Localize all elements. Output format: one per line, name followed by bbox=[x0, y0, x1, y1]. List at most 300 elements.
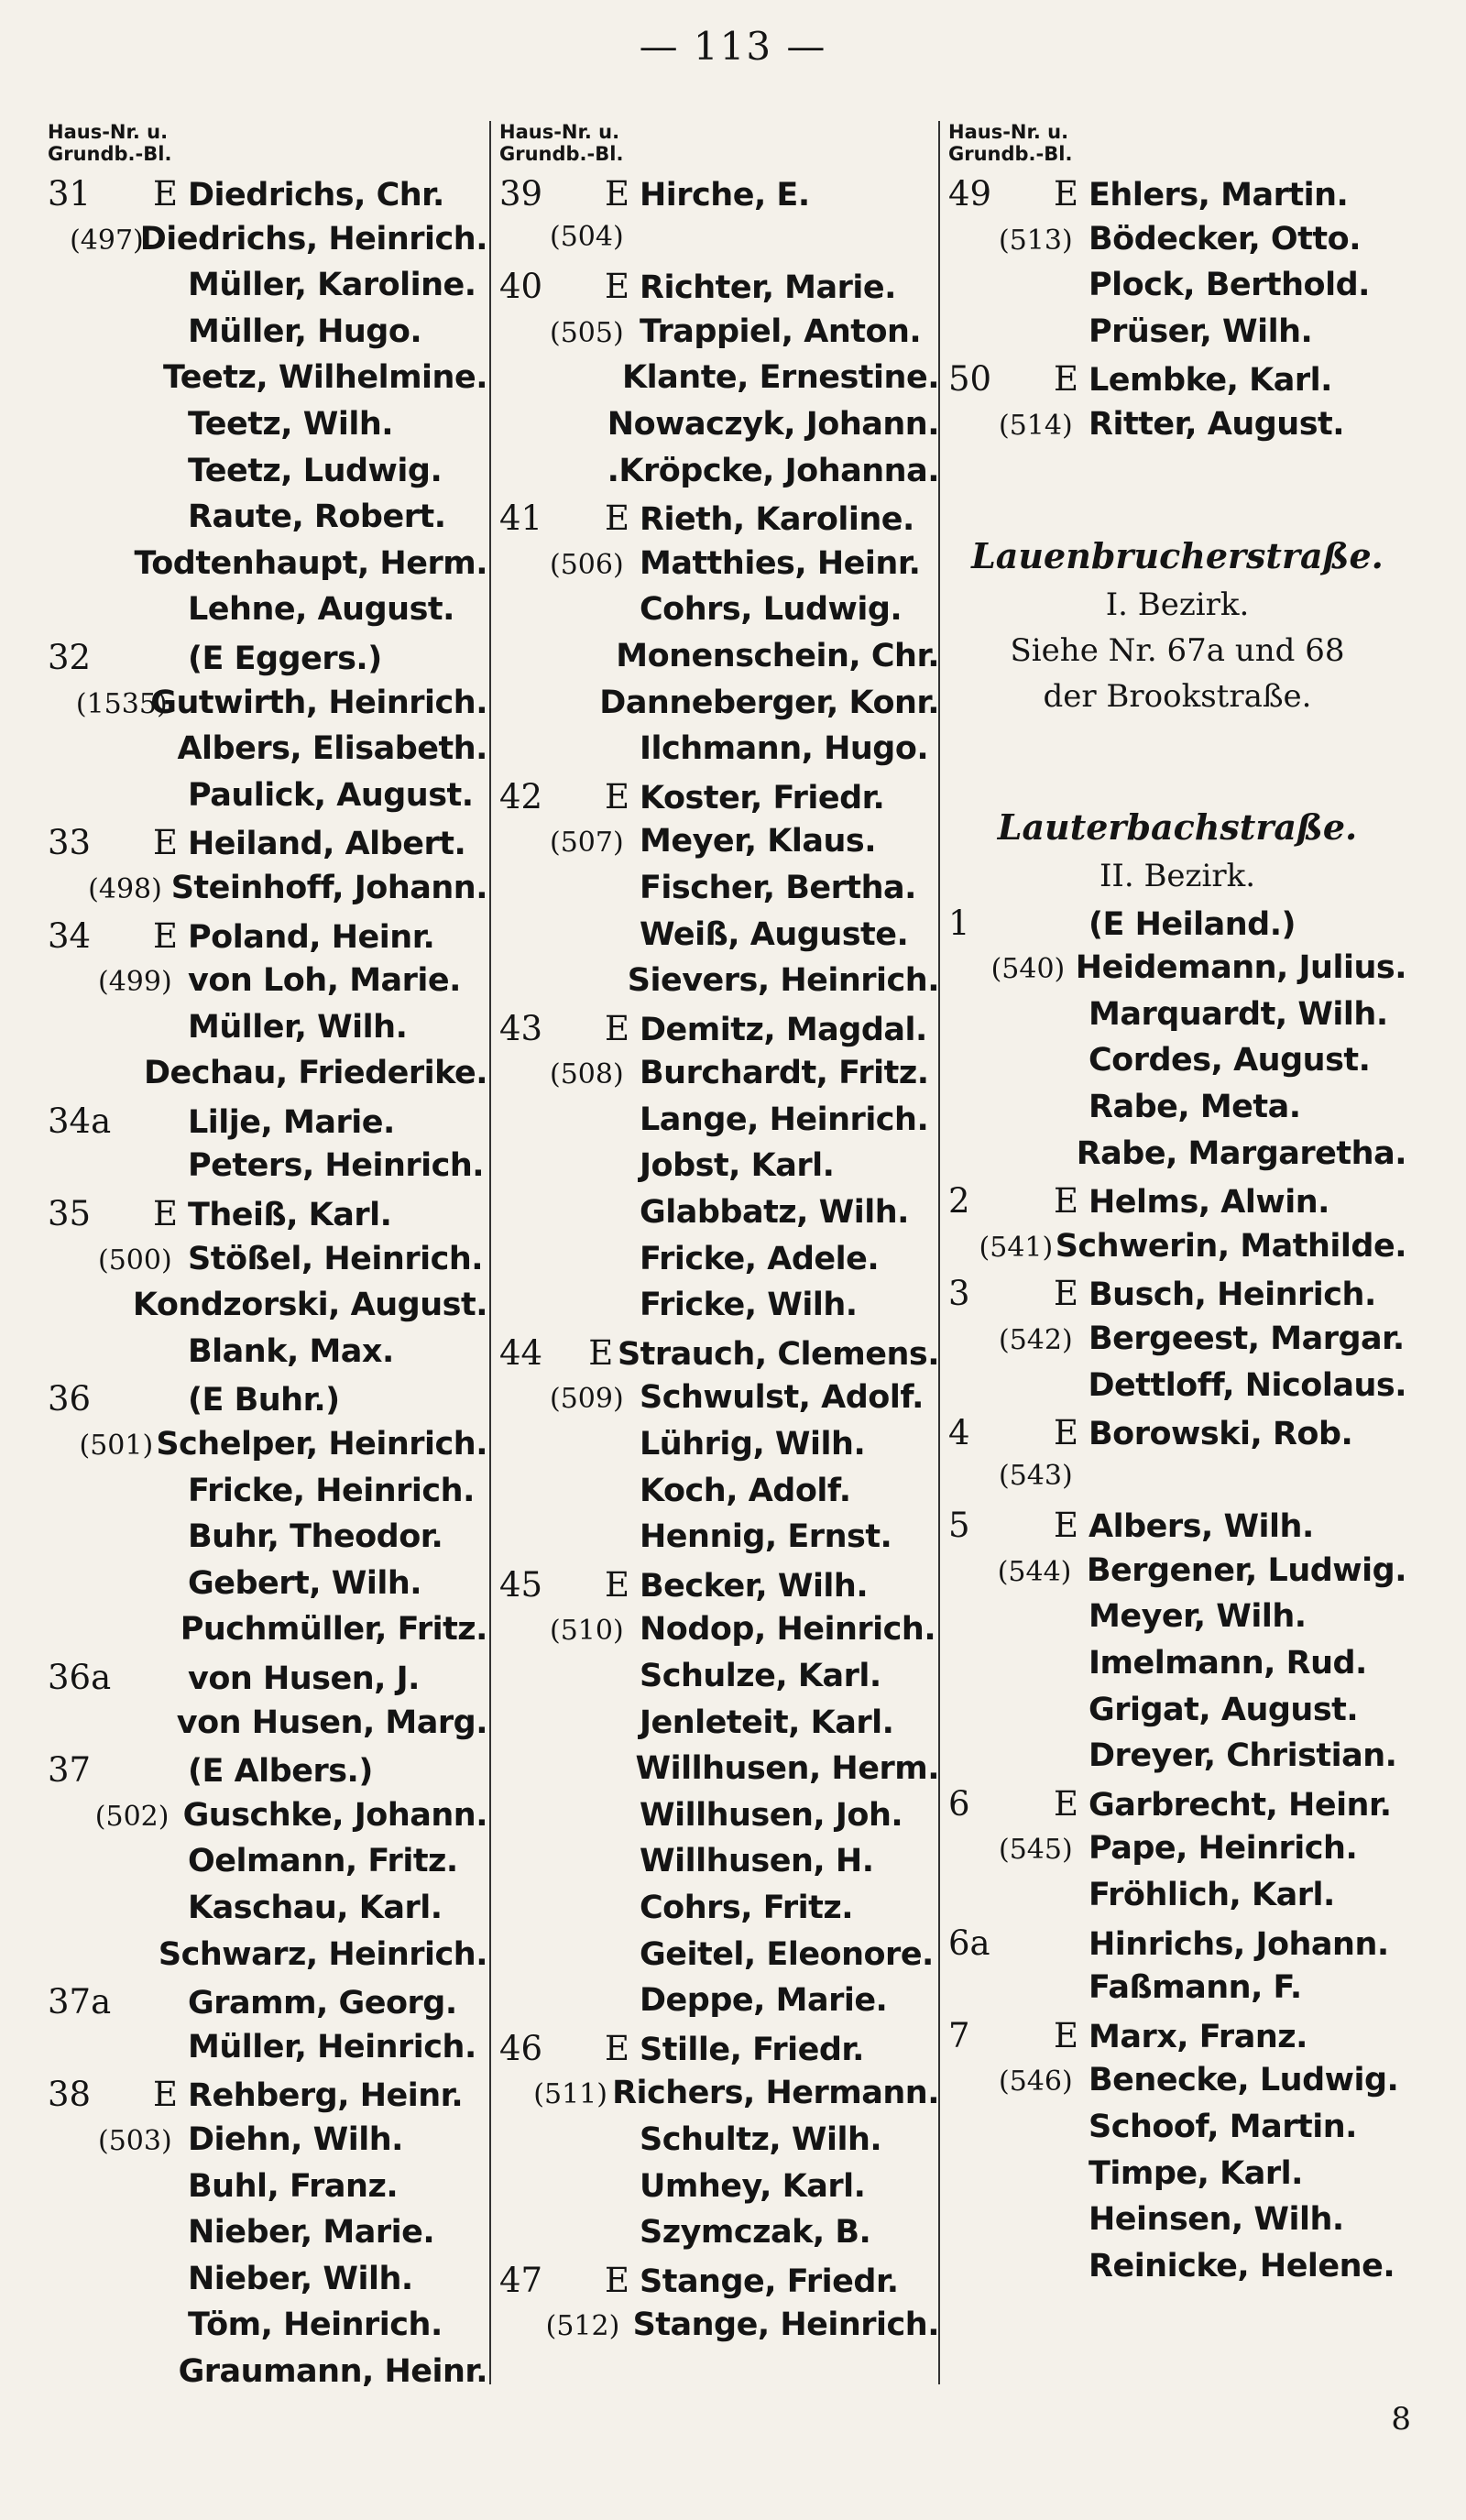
entry-list bbox=[499, 174, 939, 2353]
owner-mark: E bbox=[1054, 1783, 1079, 1824]
cross-reference-note: Siehe Nr. 67a und 68 bbox=[1010, 631, 1345, 669]
resident-name: Stille, Friedr. bbox=[640, 2031, 864, 2068]
resident-name: Kaschau, Karl. bbox=[188, 1889, 443, 1926]
register-number: (499) bbox=[98, 966, 172, 999]
resident-name: Nodop, Heinrich. bbox=[640, 1611, 936, 1649]
directory-entry bbox=[48, 685, 487, 731]
directory-entry bbox=[48, 1009, 487, 1056]
directory-entry bbox=[499, 870, 939, 916]
directory-entry bbox=[48, 221, 487, 268]
directory-entry bbox=[948, 1228, 1406, 1275]
directory-entry bbox=[48, 1473, 487, 1519]
resident-name: von Husen, J. bbox=[188, 1660, 420, 1697]
resident-name: Trappiel, Anton. bbox=[640, 312, 922, 350]
directory-entry bbox=[499, 2075, 939, 2121]
directory-entry bbox=[48, 2075, 487, 2121]
resident-name: Albers, Elisabeth. bbox=[177, 730, 487, 768]
directory-entry bbox=[499, 2306, 939, 2353]
owner-mark: E bbox=[1054, 174, 1079, 214]
resident-name: Schwulst, Adolf. bbox=[640, 1379, 924, 1417]
page-number: — 113 — bbox=[639, 24, 827, 69]
directory-entry bbox=[499, 591, 939, 638]
owner-mark: E bbox=[153, 2075, 179, 2115]
house-number: 45 bbox=[499, 1564, 543, 1605]
register-number: (510) bbox=[550, 1615, 624, 1648]
resident-name: Schwerin, Mathilde. bbox=[1055, 1227, 1406, 1265]
directory-entry bbox=[48, 1936, 487, 1983]
resident-name: Teetz, Ludwig. bbox=[188, 452, 443, 489]
directory-entry bbox=[48, 267, 487, 313]
resident-name: Bergeest, Margar. bbox=[1089, 1320, 1405, 1357]
resident-name: Schwarz, Heinrich. bbox=[158, 1935, 487, 1973]
resident-name: Meyer, Wilh. bbox=[1089, 1598, 1307, 1636]
resident-name: Willhusen, Herm. bbox=[635, 1750, 939, 1788]
owner-mark: E bbox=[588, 1332, 614, 1373]
directory-entry bbox=[48, 2121, 487, 2168]
directory-entry bbox=[499, 1936, 939, 1983]
resident-name: Cohrs, Fritz. bbox=[640, 1889, 854, 1926]
directory-entry bbox=[499, 823, 939, 870]
directory-entry bbox=[948, 2248, 1406, 2295]
directory-entry bbox=[48, 1750, 487, 1797]
house-number: 41 bbox=[499, 499, 543, 539]
directory-entry bbox=[499, 545, 939, 592]
entry-list bbox=[48, 174, 487, 2400]
resident-name: Danneberger, Konr. bbox=[599, 684, 939, 721]
resident-name: Buhr, Theodor. bbox=[188, 1518, 443, 1556]
directory-entry bbox=[948, 1367, 1406, 1414]
directory-entry bbox=[48, 823, 487, 870]
resident-name: Bergener, Ludwig. bbox=[1086, 1551, 1406, 1589]
resident-name: Müller, Wilh. bbox=[188, 1008, 408, 1046]
directory-entry bbox=[48, 453, 487, 499]
house-number: 6a bbox=[948, 1923, 990, 1963]
house-number: 47 bbox=[499, 2260, 543, 2300]
directory-entry bbox=[948, 221, 1406, 268]
resident-name: Fricke, Adele. bbox=[640, 1240, 880, 1277]
column-header bbox=[48, 121, 487, 174]
resident-name: Jenleteit, Karl. bbox=[640, 1704, 894, 1741]
directory-entry bbox=[499, 777, 939, 824]
section-spacer bbox=[948, 724, 1406, 806]
resident-name: Teetz, Wilhelmine. bbox=[163, 359, 487, 397]
directory-entry bbox=[499, 313, 939, 360]
directory-entry bbox=[948, 1089, 1406, 1135]
directory-entry bbox=[948, 1460, 1406, 1507]
resident-name: Hirche, E. bbox=[640, 177, 810, 214]
resident-name: Becker, Wilh. bbox=[640, 1567, 869, 1605]
register-number: (502) bbox=[94, 1800, 170, 1833]
directory-entry bbox=[499, 453, 939, 499]
directory-entry bbox=[499, 1704, 939, 1751]
resident-name: Lilje, Marie. bbox=[188, 1103, 395, 1141]
house-number: 3 bbox=[948, 1274, 970, 1314]
directory-entry bbox=[48, 174, 487, 221]
directory-entry bbox=[48, 2029, 487, 2076]
printer-signature-mark: 8 bbox=[1391, 2401, 1411, 2438]
directory-entry bbox=[499, 1518, 939, 1565]
resident-name: Todtenhaupt, Herm. bbox=[134, 544, 487, 582]
directory-entry bbox=[48, 638, 487, 685]
resident-name: Fricke, Heinrich. bbox=[188, 1472, 475, 1509]
directory-entry bbox=[48, 1565, 487, 1612]
resident-name: Borowski, Rob. bbox=[1089, 1416, 1353, 1453]
directory-entry bbox=[948, 1181, 1406, 1228]
resident-name: (E Eggers.) bbox=[188, 640, 382, 677]
directory-entry bbox=[499, 1194, 939, 1241]
directory-entry bbox=[499, 2121, 939, 2168]
register-number: (540) bbox=[990, 953, 1066, 986]
resident-name: Rieth, Karoline. bbox=[640, 501, 914, 539]
directory-entry bbox=[948, 1830, 1406, 1877]
resident-name: Reinicke, Helene. bbox=[1089, 2247, 1395, 2284]
column-header-line1: Haus-Nr. u. bbox=[499, 121, 620, 143]
resident-name: Kondzorski, August. bbox=[132, 1287, 487, 1324]
register-number: (541) bbox=[979, 1231, 1054, 1264]
resident-name: Timpe, Karl. bbox=[1089, 2154, 1303, 2192]
register-number: (514) bbox=[999, 409, 1073, 442]
resident-name: Peters, Heinrich. bbox=[188, 1147, 485, 1185]
resident-name: Rabe, Meta. bbox=[1089, 1088, 1301, 1125]
entry-list bbox=[948, 904, 1406, 2295]
directory-entry bbox=[948, 1598, 1406, 1645]
column-header-line2: Grundb.-Bl. bbox=[948, 143, 1073, 165]
house-number: 4 bbox=[948, 1413, 970, 1453]
house-number: 34a bbox=[48, 1101, 112, 1141]
resident-name: Jobst, Karl. bbox=[640, 1147, 835, 1185]
directory-entry bbox=[48, 1890, 487, 1936]
directory-entry bbox=[48, 406, 487, 453]
register-number: (1535) bbox=[75, 687, 168, 720]
directory-entry bbox=[48, 1426, 487, 1473]
directory-entry bbox=[48, 313, 487, 360]
directory-entry bbox=[948, 2201, 1406, 2248]
resident-name: Nieber, Marie. bbox=[188, 2214, 435, 2252]
resident-name: Marx, Franz. bbox=[1089, 2018, 1307, 2055]
directory-entry bbox=[499, 174, 939, 221]
resident-name: Hinrichs, Johann. bbox=[1089, 1925, 1389, 1963]
directory-entry bbox=[48, 1658, 487, 1704]
house-number: 31 bbox=[48, 174, 92, 214]
house-number: 5 bbox=[948, 1506, 970, 1546]
directory-entry bbox=[499, 1379, 939, 1426]
directory-entry bbox=[48, 1843, 487, 1890]
resident-name: Schultz, Wilh. bbox=[640, 2120, 882, 2158]
owner-mark: E bbox=[1054, 1274, 1079, 1314]
owner-mark: E bbox=[605, 499, 630, 539]
resident-name: (E Buhr.) bbox=[188, 1382, 340, 1419]
directory-entry bbox=[48, 1611, 487, 1658]
resident-name: Ilchmann, Hugo. bbox=[640, 730, 929, 768]
resident-name: Lange, Heinrich. bbox=[640, 1101, 929, 1138]
house-number: 37 bbox=[48, 1750, 92, 1791]
resident-name: Deppe, Marie. bbox=[640, 1982, 888, 2020]
directory-entry bbox=[948, 406, 1406, 453]
owner-mark: E bbox=[605, 776, 630, 816]
resident-name: Müller, Hugo. bbox=[188, 312, 422, 350]
directory-entry bbox=[948, 1877, 1406, 1923]
resident-name: Matthies, Heinr. bbox=[640, 544, 921, 582]
resident-name: Umhey, Karl. bbox=[640, 2167, 866, 2205]
resident-name: Burchardt, Fritz. bbox=[640, 1055, 929, 1092]
register-number: (504) bbox=[550, 220, 624, 253]
house-number: 36a bbox=[48, 1658, 112, 1697]
directory-entry bbox=[948, 313, 1406, 360]
resident-name: Paulick, August. bbox=[188, 776, 474, 814]
directory-entry bbox=[499, 1611, 939, 1658]
directory-entry bbox=[499, 1843, 939, 1890]
register-number: (506) bbox=[550, 548, 624, 581]
resident-name: Teetz, Wilh. bbox=[188, 405, 394, 443]
directory-entry bbox=[948, 1923, 1406, 1970]
register-number: (507) bbox=[550, 827, 624, 860]
directory-entry bbox=[48, 2353, 487, 2400]
directory-entry bbox=[948, 1692, 1406, 1738]
directory-entry bbox=[48, 2261, 487, 2307]
owner-mark: E bbox=[153, 1194, 179, 1234]
directory-entry bbox=[948, 2109, 1406, 2155]
resident-name: Klante, Ernestine. bbox=[622, 359, 939, 397]
resident-name: Schelper, Heinrich. bbox=[156, 1426, 487, 1463]
directory-entry bbox=[948, 2016, 1406, 2063]
directory-entry bbox=[48, 730, 487, 777]
directory-entry bbox=[48, 962, 487, 1009]
resident-name: Strauch, Clemens. bbox=[617, 1335, 939, 1373]
resident-name: Meyer, Klaus. bbox=[640, 823, 876, 860]
directory-entry bbox=[948, 359, 1406, 406]
resident-name: Graumann, Heinr. bbox=[178, 2352, 487, 2390]
resident-name: Schoof, Martin. bbox=[1089, 2109, 1357, 2145]
resident-name: Raute, Robert. bbox=[188, 499, 446, 536]
resident-name: Ritter, August. bbox=[1089, 405, 1345, 443]
directory-entry bbox=[499, 1750, 939, 1797]
column-header-line1: Haus-Nr. u. bbox=[948, 121, 1069, 143]
resident-name: Stößel, Heinrich. bbox=[188, 1240, 484, 1277]
directory-entry bbox=[499, 1009, 939, 1056]
directory-entry bbox=[48, 1518, 487, 1565]
owner-mark: E bbox=[605, 2028, 630, 2068]
house-number: 50 bbox=[948, 359, 992, 400]
resident-name: Plock, Berthold. bbox=[1089, 267, 1370, 304]
resident-name: Diedrichs, Chr. bbox=[188, 177, 444, 214]
directory-entry bbox=[499, 962, 939, 1009]
resident-name: Marquardt, Wilh. bbox=[1089, 995, 1388, 1033]
owner-mark: E bbox=[1054, 359, 1079, 400]
register-number: (500) bbox=[98, 1244, 172, 1276]
house-number: 46 bbox=[499, 2028, 543, 2068]
directory-entry bbox=[499, 221, 939, 268]
resident-name: Gebert, Wilh. bbox=[188, 1564, 422, 1602]
directory-entry bbox=[499, 499, 939, 545]
resident-name: Garbrecht, Heinr. bbox=[1089, 1786, 1392, 1824]
resident-name: Stange, Friedr. bbox=[640, 2263, 899, 2300]
directory-entry bbox=[48, 545, 487, 592]
directory-entry bbox=[948, 2062, 1406, 2109]
directory-entry bbox=[948, 1042, 1406, 1089]
house-number: 33 bbox=[48, 823, 92, 863]
directory-entry bbox=[499, 359, 939, 406]
house-number: 35 bbox=[48, 1194, 92, 1234]
resident-name: Fricke, Wilh. bbox=[640, 1287, 858, 1324]
house-number: 7 bbox=[948, 2015, 970, 2055]
owner-mark: E bbox=[1054, 2015, 1079, 2055]
resident-name: Ehlers, Martin. bbox=[1089, 177, 1349, 214]
register-number: (511) bbox=[533, 2078, 607, 2111]
directory-entry bbox=[48, 1982, 487, 2029]
resident-name: Albers, Wilh. bbox=[1089, 1508, 1314, 1546]
register-number: (508) bbox=[550, 1058, 624, 1091]
resident-name: Diedrichs, Heinrich. bbox=[139, 220, 487, 257]
resident-name: Richers, Hermann. bbox=[612, 2075, 939, 2112]
house-number: 32 bbox=[48, 637, 92, 677]
register-number: (501) bbox=[79, 1430, 154, 1463]
owner-mark: E bbox=[1054, 1181, 1079, 1222]
owner-mark: E bbox=[153, 174, 179, 214]
resident-name: Stange, Heinrich. bbox=[632, 2306, 939, 2344]
directory-entry bbox=[948, 1737, 1406, 1784]
directory-entry bbox=[499, 2214, 939, 2261]
resident-name: Koster, Friedr. bbox=[640, 779, 885, 816]
directory-column-3 bbox=[948, 121, 1406, 2394]
resident-name: Müller, Karoline. bbox=[188, 267, 476, 304]
column-header bbox=[499, 121, 939, 174]
resident-name: Prüser, Wilh. bbox=[1089, 312, 1313, 350]
directory-entry bbox=[948, 949, 1406, 996]
directory-entry bbox=[499, 916, 939, 963]
directory-entry bbox=[48, 777, 487, 824]
directory-entry bbox=[499, 1797, 939, 1844]
resident-name: Guschke, Johann. bbox=[182, 1796, 487, 1834]
resident-name: Fröhlich, Karl. bbox=[1089, 1877, 1335, 1914]
house-number: 44 bbox=[499, 1332, 543, 1373]
register-number: (512) bbox=[545, 2310, 620, 2343]
resident-name: Glabbatz, Wilh. bbox=[640, 1194, 909, 1232]
directory-entry bbox=[48, 1055, 487, 1101]
resident-name: Geitel, Eleonore. bbox=[640, 1935, 934, 1973]
directory-entry bbox=[948, 1274, 1406, 1320]
register-number: (543) bbox=[999, 1459, 1073, 1492]
directory-entry bbox=[499, 1982, 939, 2029]
directory-entry bbox=[499, 267, 939, 313]
directory-entry bbox=[948, 904, 1406, 950]
directory-entry bbox=[948, 2155, 1406, 2202]
column-header bbox=[948, 121, 1406, 174]
register-number: (498) bbox=[88, 872, 162, 905]
directory-entry bbox=[48, 1379, 487, 1426]
house-number: 42 bbox=[499, 776, 543, 816]
resident-name: von Loh, Marie. bbox=[188, 962, 461, 1000]
register-number: (542) bbox=[999, 1323, 1073, 1356]
street-title: Lauenbrucherstraße. bbox=[971, 534, 1384, 576]
resident-name: Willhusen, Joh. bbox=[640, 1796, 903, 1834]
column-divider bbox=[489, 121, 491, 2384]
directory-entry bbox=[48, 2168, 487, 2215]
resident-name: Monenschein, Chr. bbox=[616, 637, 940, 674]
resident-name: Blank, Max. bbox=[188, 1332, 394, 1370]
directory-entry bbox=[499, 1890, 939, 1936]
resident-name: Theiß, Karl. bbox=[188, 1197, 392, 1234]
register-number: (513) bbox=[999, 224, 1073, 257]
directory-column-2 bbox=[499, 121, 939, 2394]
column-header-line2: Grundb.-Bl. bbox=[499, 143, 624, 165]
directory-entry bbox=[499, 2168, 939, 2215]
directory-entry bbox=[499, 1658, 939, 1704]
resident-name: von Husen, Marg. bbox=[176, 1704, 487, 1741]
directory-entry bbox=[948, 1320, 1406, 1367]
resident-name: Willhusen, H. bbox=[640, 1843, 874, 1880]
resident-name: Buhl, Franz. bbox=[188, 2167, 399, 2205]
directory-entry bbox=[48, 916, 487, 963]
resident-name: Müller, Heinrich. bbox=[188, 2028, 476, 2065]
column-header-line1: Haus-Nr. u. bbox=[48, 121, 169, 143]
directory-entry bbox=[499, 685, 939, 731]
resident-name: .Kröpcke, Johanna. bbox=[607, 452, 940, 489]
directory-entry bbox=[499, 1101, 939, 1148]
register-number: (545) bbox=[999, 1834, 1073, 1867]
directory-entry bbox=[48, 499, 487, 545]
resident-name: Dreyer, Christian. bbox=[1089, 1737, 1397, 1775]
directory-entry bbox=[48, 1333, 487, 1380]
resident-name: (E Heiland.) bbox=[1089, 905, 1296, 943]
resident-name: Nowaczyk, Johann. bbox=[607, 405, 939, 443]
directory-entry bbox=[499, 1565, 939, 1612]
house-number: 1 bbox=[948, 903, 970, 943]
cross-reference-note: der Brookstraße. bbox=[1043, 677, 1312, 715]
directory-entry bbox=[948, 1506, 1406, 1552]
resident-name: Richter, Marie. bbox=[640, 269, 896, 307]
owner-mark: E bbox=[605, 267, 630, 307]
resident-name: Oelmann, Fritz. bbox=[188, 1843, 458, 1880]
house-number: 6 bbox=[948, 1783, 970, 1824]
owner-mark: E bbox=[605, 174, 630, 214]
directory-entry bbox=[48, 1704, 487, 1751]
house-number: 34 bbox=[48, 915, 92, 956]
register-number: (509) bbox=[550, 1383, 624, 1416]
directory-entry bbox=[948, 1552, 1406, 1599]
directory-entry bbox=[948, 1969, 1406, 2016]
resident-name: Gramm, Georg. bbox=[188, 1985, 457, 2022]
house-number: 43 bbox=[499, 1008, 543, 1048]
resident-name: Rabe, Margaretha. bbox=[1076, 1134, 1406, 1172]
resident-name: Rehberg, Heinr. bbox=[188, 2077, 464, 2115]
resident-name: Imelmann, Rud. bbox=[1089, 1645, 1367, 1682]
resident-name: Dettloff, Nicolaus. bbox=[1088, 1366, 1406, 1404]
resident-name: Faßmann, F. bbox=[1089, 1969, 1302, 2007]
resident-name: Lembke, Karl. bbox=[1089, 362, 1332, 400]
directory-entry bbox=[48, 1797, 487, 1844]
resident-name: Cohrs, Ludwig. bbox=[640, 591, 903, 629]
directory-entry bbox=[948, 996, 1406, 1043]
register-number: (503) bbox=[98, 2124, 172, 2157]
resident-name: (E Albers.) bbox=[188, 1753, 373, 1791]
register-number: (544) bbox=[997, 1555, 1072, 1588]
house-number: 36 bbox=[48, 1379, 92, 1419]
directory-entry bbox=[948, 1645, 1406, 1692]
directory-entry bbox=[48, 2214, 487, 2261]
house-number: 37a bbox=[48, 1982, 112, 2022]
resident-name: Grigat, August. bbox=[1089, 1691, 1359, 1728]
column-header-line2: Grundb.-Bl. bbox=[48, 143, 172, 165]
directory-entry bbox=[499, 2029, 939, 2076]
register-number: (505) bbox=[550, 316, 624, 349]
resident-name: Schulze, Karl. bbox=[640, 1658, 881, 1694]
directory-entry bbox=[48, 1241, 487, 1287]
resident-name: Gutwirth, Heinrich. bbox=[150, 684, 487, 721]
owner-mark: E bbox=[153, 915, 179, 956]
resident-name: Sievers, Heinrich. bbox=[627, 962, 940, 1000]
entry-list bbox=[948, 174, 1406, 453]
directory-entry bbox=[48, 2306, 487, 2353]
